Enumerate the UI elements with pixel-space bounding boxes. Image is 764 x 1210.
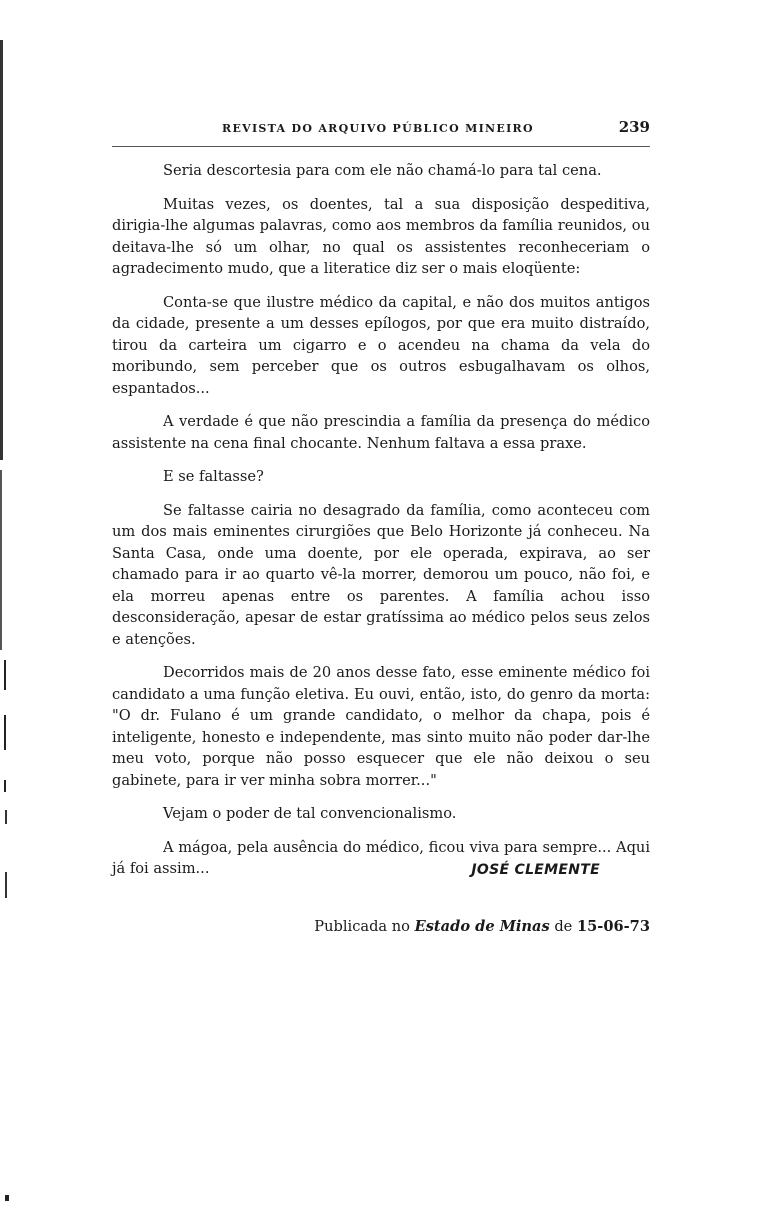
publication-connector: de bbox=[554, 918, 573, 935]
paragraph: E se faltasse? bbox=[163, 468, 264, 485]
publication-prefix: Publicada no bbox=[314, 918, 410, 935]
paragraph: Decorridos mais de 20 anos desse fato, esse eminente médico foi candidato a uma função eletiva. Eu ouvi, então, isto, do genro da morta: "O dr. Fulano é um grande candidato, o melhor da chapa, pois é inteligente, honesto e independente, mas sinto muito não poder dar-lhe meu voto, porque não posso esquecer que ele não deixou o seu gabinete, para ir ver minha sobra morrer..." bbox=[112, 664, 650, 789]
paragraph: Conta-se que ilustre médico da capital, e não dos muitos antigos da cidade, presente a um desses epílogos, por que era muito distraído, tirou da carteira um cigarro e o acendeu na chama da vela do moribundo, sem perceber que os outros esbugalhavam os olhos, espantados... bbox=[112, 293, 650, 397]
newspaper-name: Estado de Minas bbox=[414, 918, 550, 935]
running-title: REVISTA DO ARQUIVO PÚBLICO MINEIRO bbox=[222, 122, 534, 135]
page-header bbox=[112, 118, 650, 147]
paragraph: A verdade é que não prescindia a família da presença do médico assistente na cena final chocante. Nenhum faltava a essa praxe. bbox=[112, 413, 650, 452]
paragraph: Se faltasse cairia no desagrado da família, como aconteceu com um dos mais eminentes cirurgiões que Belo Horizonte já conheceu. Na Santa Casa, onde uma doente, por ele operada, expirava, ao ser chamado para ir ao quarto vê-la morrer, demorou um pouco, não foi, e ela morreu apenas entre os parentes. A família achou isso desconsideração, apesar de estar gratíssima ao médico pelos seus zelos e atenções. bbox=[112, 501, 650, 648]
publication-note bbox=[314, 918, 650, 935]
author-signature: JOSÉ CLEMENTE bbox=[471, 862, 600, 878]
paragraph: Seria descortesia para com ele não chamá-lo para tal cena. bbox=[163, 162, 602, 179]
paragraph: Vejam o poder de tal convencionalismo. bbox=[163, 805, 457, 822]
paragraph: A mágoa, pela ausência do médico, ficou viva para sempre... Aqui já foi assim... bbox=[112, 838, 650, 877]
page-edge-marks bbox=[0, 0, 16, 1210]
paragraph: Muitas vezes, os doentes, tal a sua disposição despeditiva, dirigia-lhe algumas palavras, como aos membros da família reunidos, ou deitava-lhe só um olhar, no qual os assistentes reconheceriam o agradecimento mudo, que a literatice diz ser o mais eloqüente: bbox=[112, 195, 650, 277]
publication-date: 15-06-73 bbox=[576, 918, 650, 935]
page-number: 239 bbox=[618, 118, 650, 136]
article-body bbox=[112, 160, 650, 892]
